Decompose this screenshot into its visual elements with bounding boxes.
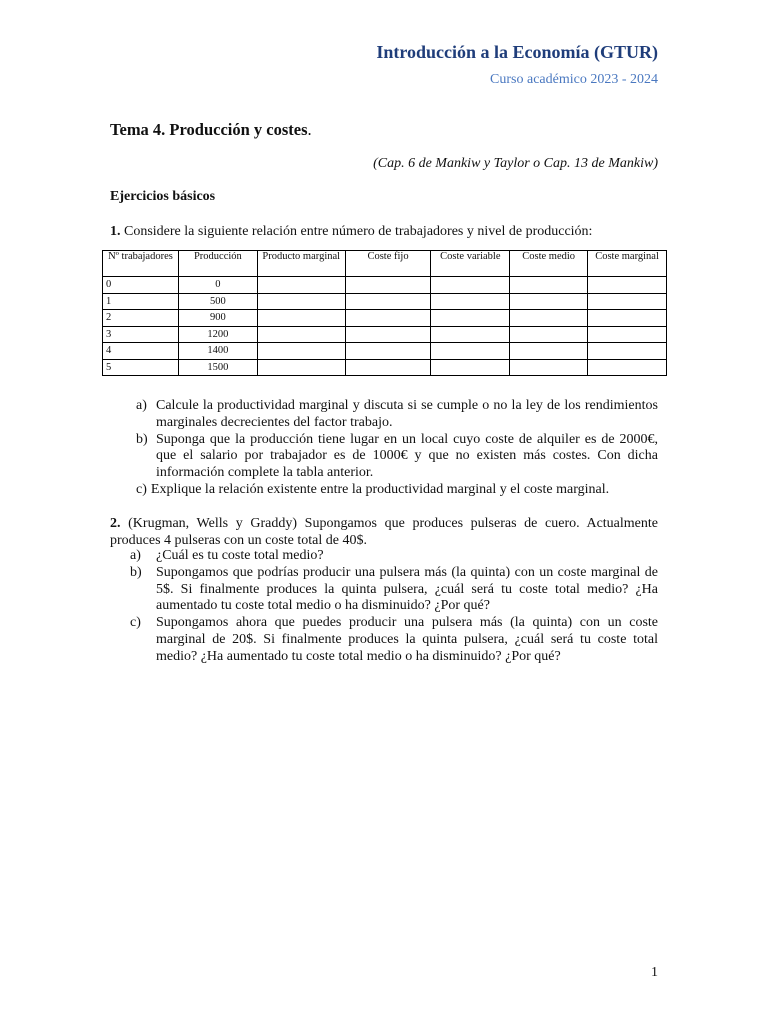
list-item xyxy=(136,398,658,432)
header-title: Introducción a la Economía (GTUR) xyxy=(376,42,658,62)
table-row xyxy=(103,326,667,343)
table-cell xyxy=(257,359,345,376)
table-cell xyxy=(588,293,667,310)
table-row xyxy=(103,293,667,310)
table-row xyxy=(103,310,667,327)
list-marker: a) xyxy=(136,398,147,413)
table-cell xyxy=(510,343,588,360)
list-item-text: ¿Cuál es tu coste total medio? xyxy=(156,548,324,563)
table-cell xyxy=(431,326,510,343)
table-row xyxy=(103,359,667,376)
table-cell xyxy=(345,359,431,376)
table-header-cell: Coste variable xyxy=(431,251,510,277)
table-cell xyxy=(431,277,510,294)
exercise-2-intro xyxy=(110,515,658,549)
table-header-cell: Coste medio xyxy=(510,251,588,277)
list-item-text: Supongamos ahora que puedes producir una pulsera más (la quinta) con un coste marginal de 20$. Si finalmente produces la quinta pulsera, ¿cuál será tu coste total medio? ¿Ha aumentado tu coste total medio o ha disminuido? ¿Por qué? xyxy=(156,615,658,664)
table-cell xyxy=(257,293,345,310)
table-cell: 0 xyxy=(103,277,179,294)
list-item xyxy=(130,565,658,615)
table-cell xyxy=(510,326,588,343)
list-item xyxy=(136,482,658,499)
table-cell xyxy=(345,310,431,327)
table-header-cell: Coste marginal xyxy=(588,251,667,277)
table-cell: 1200 xyxy=(178,326,257,343)
table-cell xyxy=(510,310,588,327)
list-item-text: Calcule la productividad marginal y discuta si se cumple o no la ley de los rendimientos marginales decrecientes del factor trabajo. xyxy=(156,398,658,430)
table-header-cell: Producto marginal xyxy=(257,251,345,277)
table-cell xyxy=(588,343,667,360)
list-marker: b) xyxy=(136,431,148,447)
list-item xyxy=(130,615,658,665)
table-cell: 0 xyxy=(178,277,257,294)
table-cell: 5 xyxy=(103,359,179,376)
table-cell xyxy=(345,343,431,360)
table-cell: 1500 xyxy=(178,359,257,376)
exercise-1-questions xyxy=(136,398,658,499)
table-cell xyxy=(510,359,588,376)
table-cell xyxy=(588,277,667,294)
table-cell xyxy=(345,277,431,294)
table-cell xyxy=(345,293,431,310)
exercise-1-text: Considere la siguiente relación entre número de trabajadores y nivel de producción: xyxy=(124,224,593,239)
list-item-text: Supongamos que podrías producir una pulsera más (la quinta) con un coste marginal de 5$. Si finalmente produces la quinta pulsera, ¿cuál será tu coste total medio? ¿Ha aumentado tu coste total medio o ha disminuido? ¿Por qué? xyxy=(156,564,658,614)
table-cell xyxy=(257,343,345,360)
exercise-1-intro xyxy=(110,223,658,240)
list-marker: c) xyxy=(136,481,147,497)
list-marker: a) xyxy=(130,548,141,563)
table-header-cell: Nº trabajadores xyxy=(103,251,179,277)
table-row xyxy=(103,343,667,360)
list-item-text: Explique la relación existente entre la productividad marginal y el coste marginal. xyxy=(150,481,610,497)
table-cell: 1400 xyxy=(178,343,257,360)
table-cell xyxy=(257,326,345,343)
table-cell xyxy=(257,277,345,294)
topic-title-suffix: . xyxy=(307,120,312,139)
table-cell xyxy=(588,310,667,327)
table-cell xyxy=(431,293,510,310)
production-table xyxy=(102,250,667,376)
table-header-cell: Producción xyxy=(178,251,257,277)
list-item-text: Suponga que la producción tiene lugar en un local cuyo coste de alquiler es de 2000€, que el salario por trabajador es de 1000€ y que no existen más costes. Con dicha información complete la tabla anterior. xyxy=(156,431,658,481)
table-row xyxy=(103,277,667,294)
table-cell: 900 xyxy=(178,310,257,327)
list-item xyxy=(130,548,658,565)
table-cell xyxy=(345,326,431,343)
table-cell xyxy=(431,343,510,360)
table-cell: 1 xyxy=(103,293,179,310)
reference-note: (Cap. 6 de Mankiw y Taylor o Cap. 13 de Mankiw) xyxy=(373,156,658,171)
section-heading: Ejercicios básicos xyxy=(110,189,216,204)
header-subtitle: Curso académico 2023 - 2024 xyxy=(490,72,658,87)
table-header-cell: Coste fijo xyxy=(345,251,431,277)
exercise-2-questions xyxy=(130,548,658,666)
table-cell xyxy=(257,310,345,327)
list-marker: b) xyxy=(130,564,142,580)
table-cell xyxy=(431,359,510,376)
list-item xyxy=(136,432,658,482)
exercise-2-number: 2. xyxy=(110,516,121,531)
table-cell: 500 xyxy=(178,293,257,310)
table-cell xyxy=(510,293,588,310)
table-cell: 4 xyxy=(103,343,179,360)
table-header-row xyxy=(103,251,667,277)
table-cell xyxy=(588,359,667,376)
exercise-2-text: (Krugman, Wells y Graddy) Supongamos que produces pulseras de cuero. Actualmente produces 4 pulseras con un coste total de 40$. xyxy=(110,516,658,548)
topic-title-text: Tema 4. Producción y costes xyxy=(110,120,308,139)
table-cell: 3 xyxy=(103,326,179,343)
table-cell xyxy=(431,310,510,327)
table-cell xyxy=(588,326,667,343)
table-cell: 2 xyxy=(103,310,179,327)
list-marker: c) xyxy=(130,615,141,631)
topic-title xyxy=(110,120,312,140)
table-cell xyxy=(510,277,588,294)
exercise-1-number: 1. xyxy=(110,224,121,239)
page-number: 1 xyxy=(651,965,658,980)
